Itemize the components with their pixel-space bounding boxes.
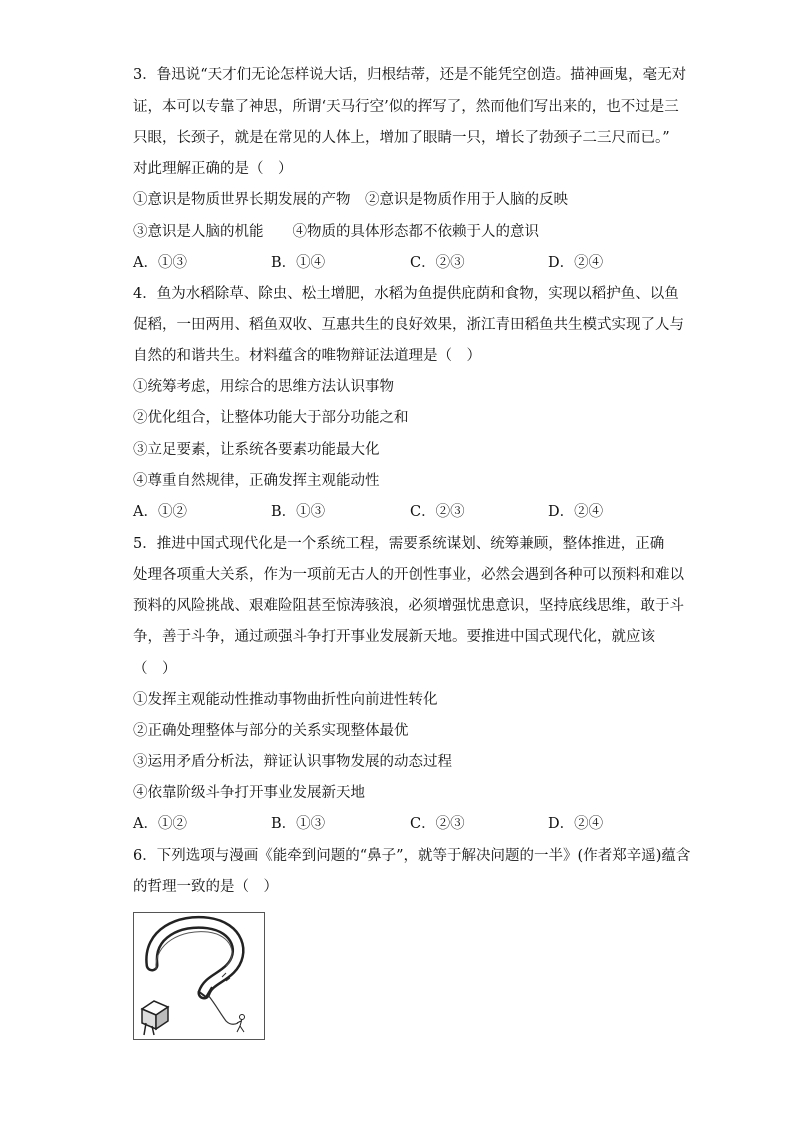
q5-stem-line-4: 争，善于斗争，通过顽强斗争打开事业发展新天地。要推进中国式现代化，就应该 [133, 629, 655, 645]
q3-option-a[interactable]: A．①③ [133, 255, 187, 271]
q3-stem-line-2: 证，本可以专靠了神思，所谓‘天马行空’似的挥写了，然而他们写出来的，也不过是三 [133, 99, 679, 115]
q5-stem-line-1: 5．推进中国式现代化是一个系统工程，需要系统谋划、统筹兼顾，整体推进，正确 [133, 536, 665, 552]
q3-statement-2: ③意识是人脑的机能 ④物质的具体形态都不依赖于人的意识 [133, 224, 539, 240]
q3-stem-line-3: 只眼，长颈子，就是在常见的人体上，增加了眼睛一只，增长了勃颈子二三尺而已。” [133, 130, 670, 146]
q4-stem-line-2: 促稻，一田两用、稻鱼双收、互惠共生的良好效果，浙江青田稻鱼共生模式实现了人与 [133, 317, 684, 333]
q5-stem-line-2: 处理各项重大关系，作为一项前无古人的开创性事业，必然会遇到各种可以预料和难以 [133, 567, 684, 583]
q3-options [133, 253, 663, 273]
q5-stem-line-3: 预料的风险挑战、艰难险阻甚至惊涛骇浪，必须增强忧患意识，坚持底线思维，敢于斗 [133, 598, 684, 614]
q3-statement-1: ①意识是物质世界长期发展的产物 ②意识是物质作用于人脑的反映 [133, 192, 568, 208]
question-mark-cartoon-drawing [134, 913, 264, 1039]
q4-statement-1: ①统筹考虑，用综合的思维方法认识事物 [133, 379, 394, 395]
q5-statement-2: ②正确处理整体与部分的关系实现整体最优 [133, 723, 409, 739]
q4-option-b[interactable]: B．①③ [271, 504, 326, 520]
q5-statement-1: ①发挥主观能动性推动事物曲折性向前进性转化 [133, 692, 438, 708]
q5-option-d[interactable]: D．②④ [548, 816, 604, 832]
q5-options [133, 814, 663, 834]
q5-option-a[interactable]: A．①② [133, 816, 187, 832]
q3-option-d[interactable]: D．②④ [548, 255, 604, 271]
q5-stem-line-5: （ ） [133, 661, 177, 677]
q6-stem-line-1: 6．下列选项与漫画《能牵到问题的“鼻子”，就等于解决问题的一半》(作者郑辛遥)蕴含 [133, 848, 691, 864]
q6-stem-line-2: 的哲理一致的是（ ） [133, 879, 278, 895]
q3-stem-line-4: 对此理解正确的是（ ） [133, 161, 293, 177]
q4-statement-4: ④尊重自然规律，正确发挥主观能动性 [133, 473, 380, 489]
q4-options [133, 502, 663, 522]
q3-option-b[interactable]: B．①④ [271, 255, 326, 271]
q5-option-b[interactable]: B．①③ [271, 816, 326, 832]
q4-statement-3: ③立足要素，让系统各要素功能最大化 [133, 442, 380, 458]
q4-option-a[interactable]: A．①② [133, 504, 187, 520]
q4-stem-line-3: 自然的和谐共生。材料蕴含的唯物辩证法道理是（ ） [133, 348, 481, 364]
q5-option-c[interactable]: C．②③ [410, 816, 465, 832]
q4-statement-2: ②优化组合，让整体功能大于部分功能之和 [133, 410, 409, 426]
q4-stem-line-1: 4．鱼为水稻除草、除虫、松土增肥，水稻为鱼提供庇荫和食物，实现以稻护鱼、以鱼 [133, 286, 679, 302]
q5-statement-4: ④依靠阶级斗争打开事业发展新天地 [133, 785, 365, 801]
q3-option-c[interactable]: C．②③ [410, 255, 465, 271]
question-mark-cartoon [133, 912, 265, 1040]
q4-option-d[interactable]: D．②④ [548, 504, 604, 520]
q4-option-c[interactable]: C．②③ [410, 504, 465, 520]
q5-statement-3: ③运用矛盾分析法，辩证认识事物发展的动态过程 [133, 754, 452, 770]
q3-stem-line-1: 3．鲁迅说“天才们无论怎样说大话，归根结蒂，还是不能凭空创造。描神画鬼，毫无对 [133, 67, 687, 83]
